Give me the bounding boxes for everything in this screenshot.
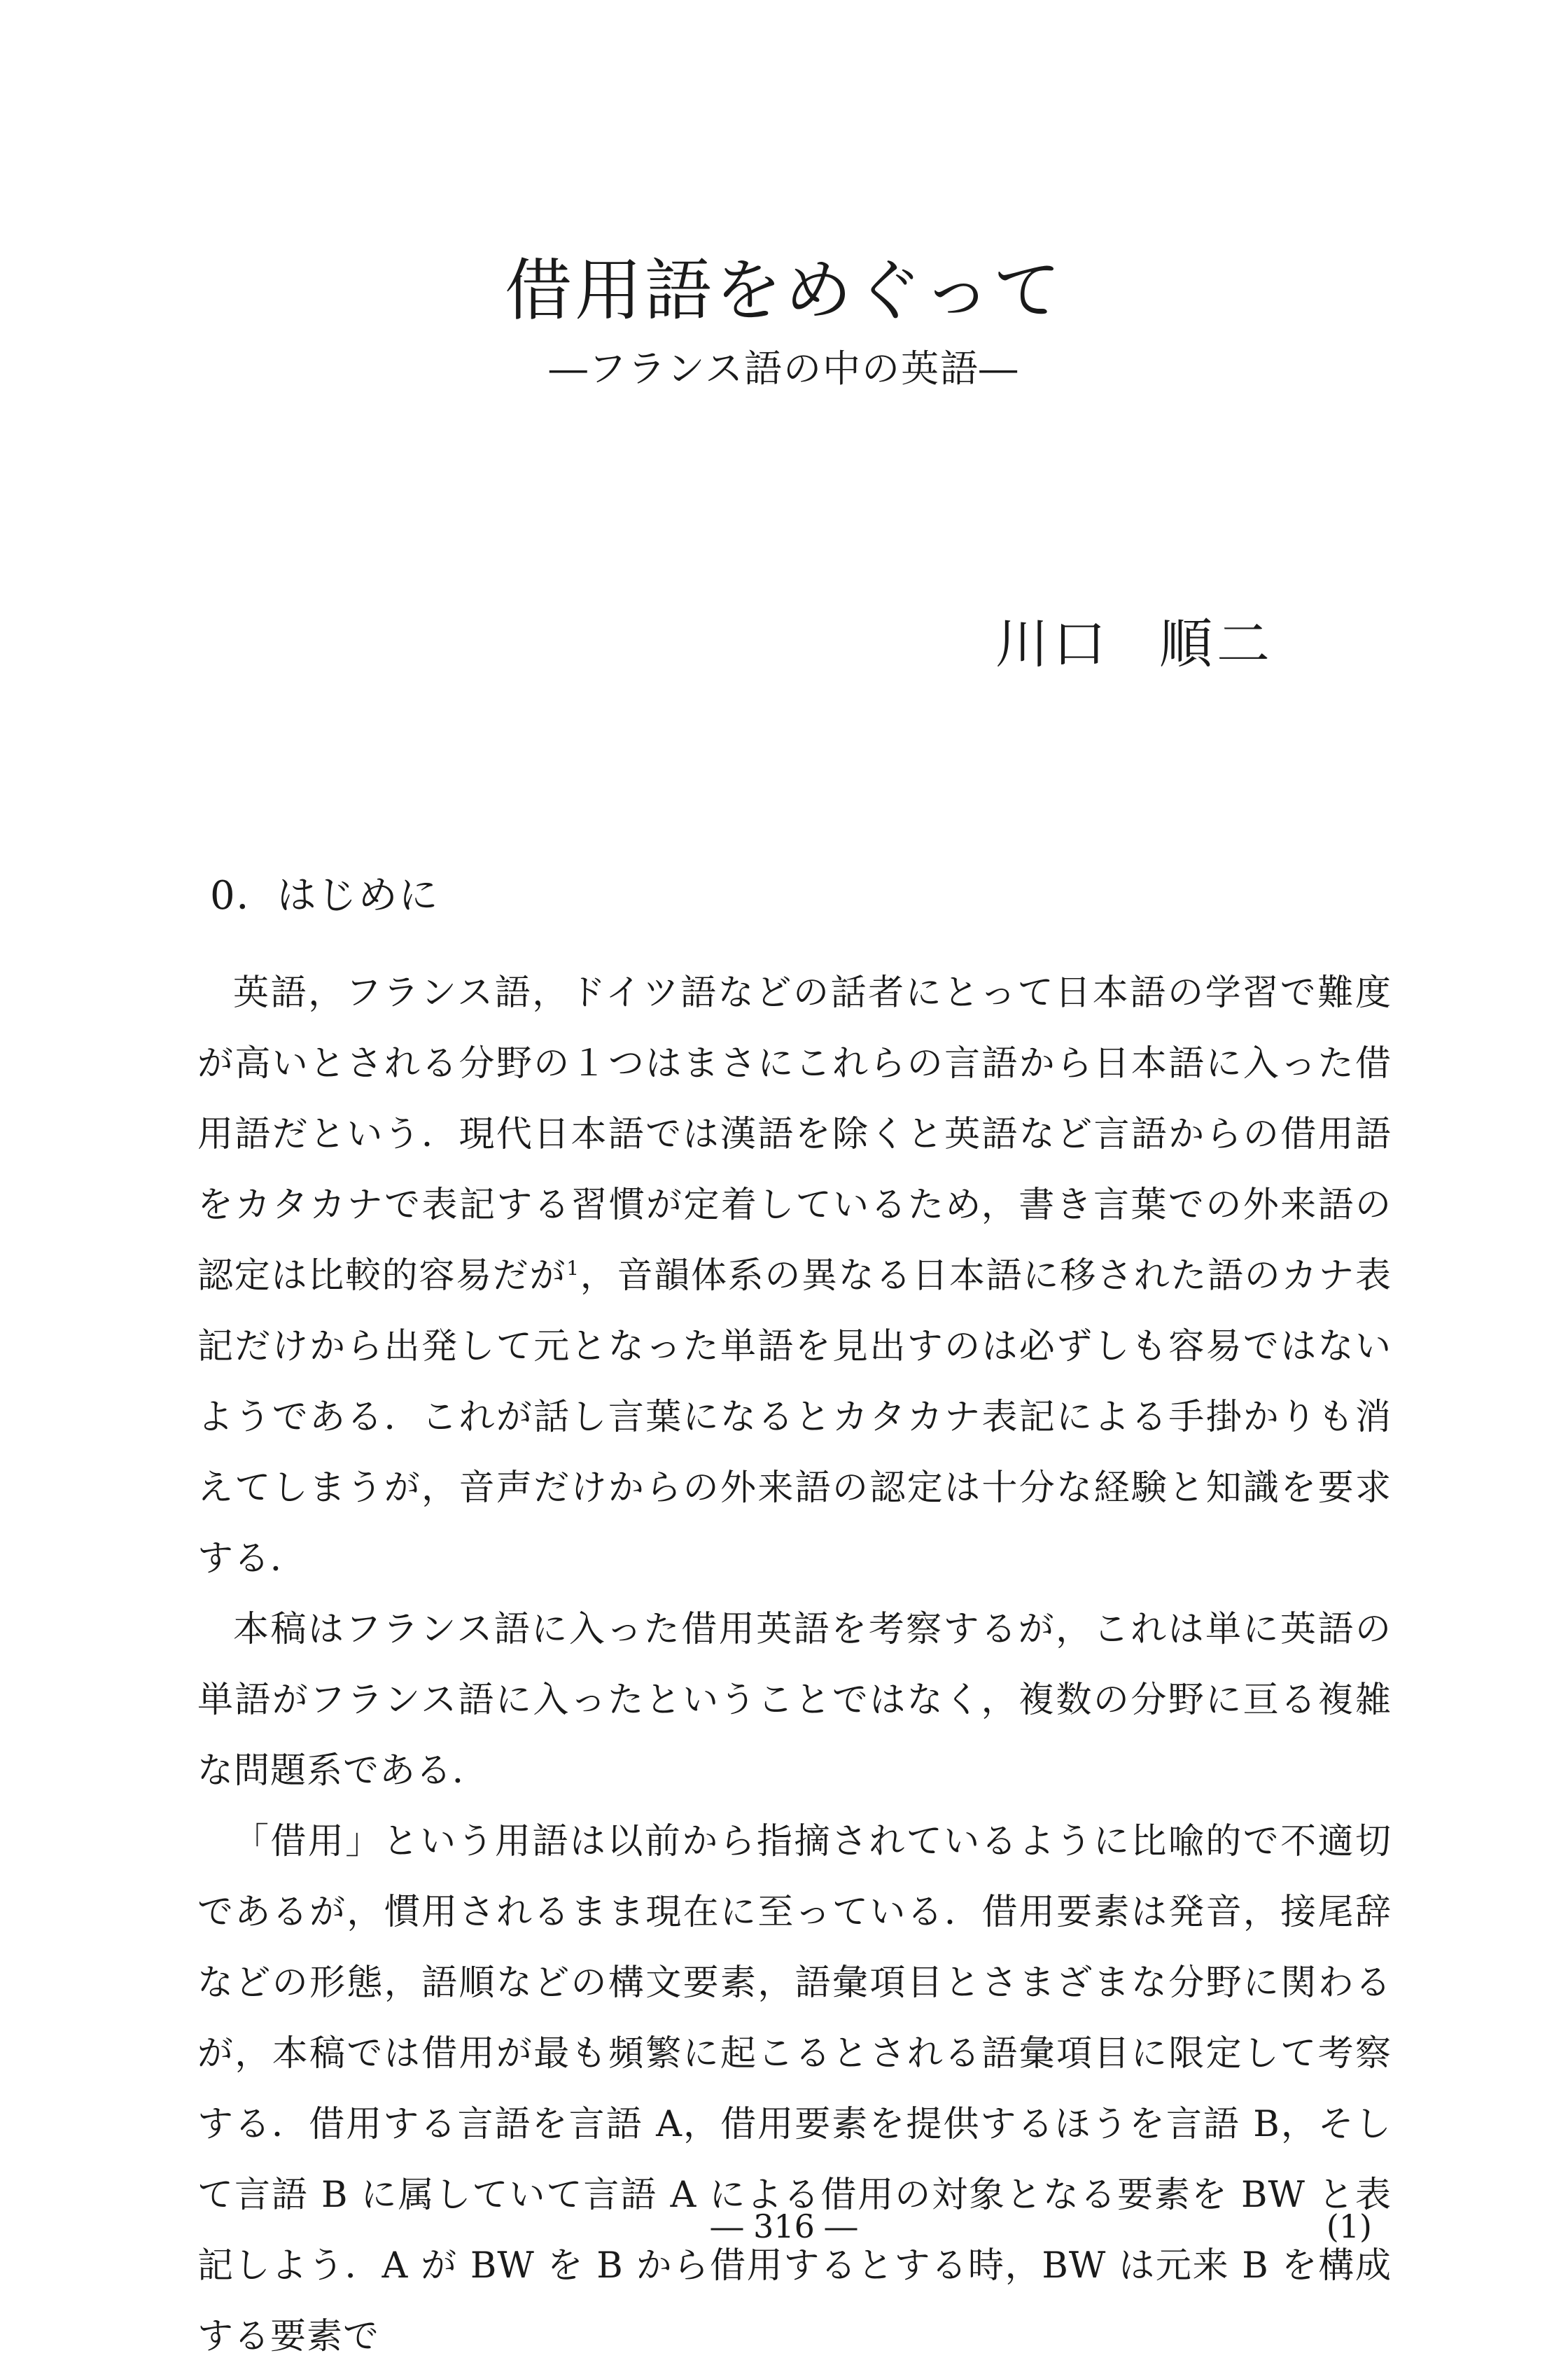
body-text [197, 958, 1392, 2372]
section-heading: 0．はじめに [210, 873, 440, 919]
page-number: ― 316 ― [710, 2207, 858, 2245]
sheet-number: (1) [1326, 2207, 1372, 2245]
paragraph-2: 本稿はフランス語に入った借用英語を考察するが，これは単に英語の単語がフランス語に入ったということではなく，複数の分野に亘る複雑な問題系である． [197, 1609, 1392, 1792]
footnote-mark-1[interactable]: 1 [566, 1257, 580, 1280]
paragraph-1-text-b: ，音韻体系の異なる日本語に移された語のカナ表記だけから出発して元となった単語を見出すのは必ずしも容易ではないようである．これが話し言葉になるとカタカナ表記による手掛かりも消えてしまうが，音声だけからの外来語の認定は十分な経験と知識を要求する． [197, 1255, 1392, 1579]
author-given-name: 順二 [1159, 613, 1274, 675]
paragraph-1-text-a: 英語，フランス語，ドイツ語などの話者にとって日本語の学習で難度が高いとされる分野の１つはまさにこれらの言語から日本語に入った借用語だという．現代日本語では漢語を除くと英語など言語からの借用語をカタカナで表記する習慣が定着しているため，書き言葉での外来語の認定は比較的容易だが [197, 972, 1392, 1297]
paragraph-3: 「借用」という用語は以前から指摘されているように比喩的で不適切であるが，慣用されるまま現在に至っている．借用要素は発音，接尾辞などの形態，語順などの構文要素，語彙項目とさまざまな分野に関わるが，本稿では借用が最も頻繁に起こるとされる語彙項目に限定して考察する．借用する言語を言語 A，借用要素を提供するほうを言語 B，そして言語 B に属していて言語 A による借用の対象となる要素を BW と表記しよう．A が BW を B から借用するとする時，BW は元来 B を構成する要素で [197, 1821, 1392, 2357]
author-name [995, 609, 1274, 679]
paragraph-1 [197, 958, 1392, 1594]
paper-title: 借用語をめぐって [504, 251, 1064, 330]
author-family-name: 川口 [995, 613, 1110, 675]
paper-subtitle: ―フランス語の中の英語― [549, 347, 1019, 391]
